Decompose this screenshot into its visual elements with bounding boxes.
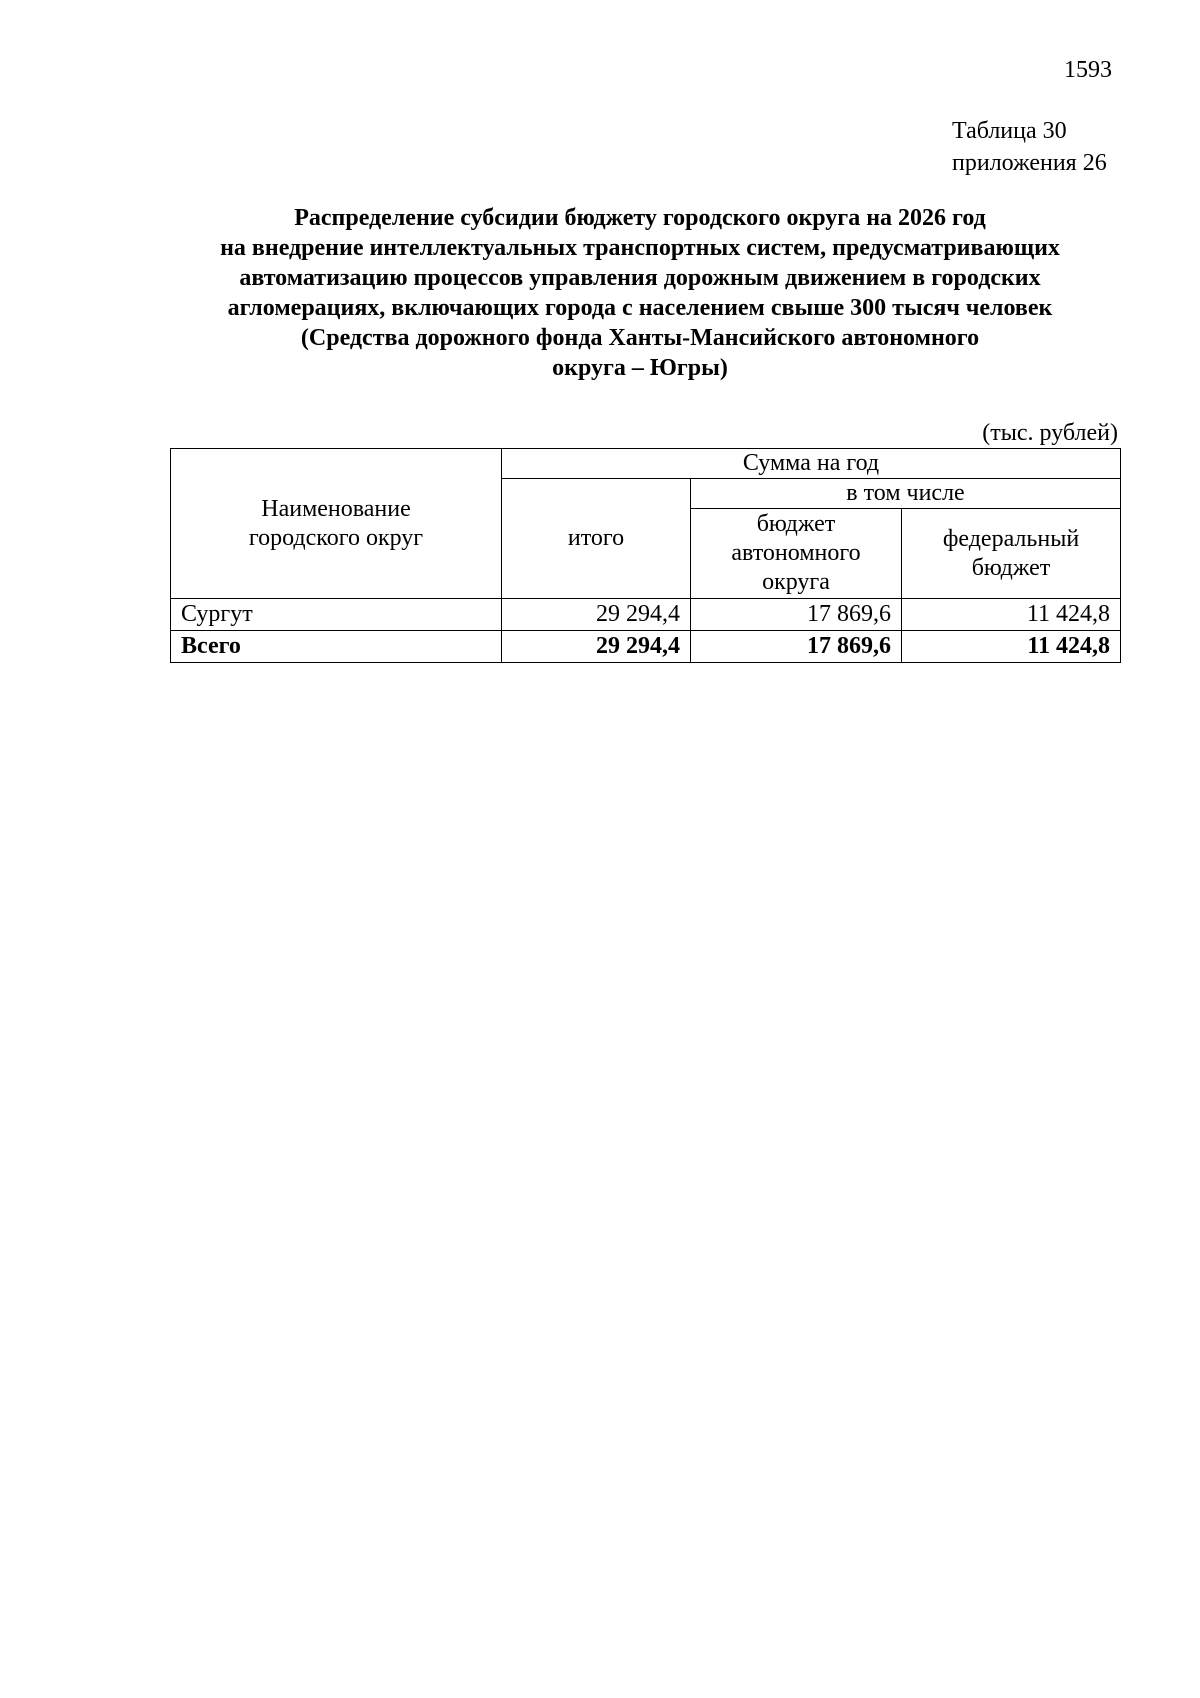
header-federal-line: федеральный <box>942 525 1080 552</box>
totals-regional: 17 869,6 <box>691 631 902 663</box>
header-sum-for-year: Сумма на год <box>502 449 1121 479</box>
totals-federal: 11 424,8 <box>902 631 1121 663</box>
table-reference-line: приложения 26 <box>952 150 1107 176</box>
table-row <box>171 599 1121 631</box>
title-line: автоматизацию процессов управления дорожным движением в городских <box>239 265 1041 291</box>
header-regional-line: бюджет <box>756 511 836 537</box>
subsidy-table <box>170 448 1121 663</box>
header-name-line: Наименование <box>261 495 411 522</box>
title-line: на внедрение интеллектуальных транспортных систем, предусматривающих <box>220 235 1060 261</box>
totals-total: 29 294,4 <box>502 631 691 663</box>
header-name <box>171 449 502 599</box>
header-federal-line: бюджет <box>971 554 1051 581</box>
page-number: 1593 <box>1064 57 1112 83</box>
totals-row <box>171 631 1121 663</box>
title-line: агломерациях, включающих города с населением свыше 300 тысяч человек <box>227 295 1053 321</box>
header-total: итого <box>502 479 691 599</box>
header-name-line: городского округ <box>248 524 424 551</box>
header-federal-budget <box>902 509 1121 599</box>
title-line: Распределение субсидии бюджету городского округа на 2026 год <box>294 205 986 231</box>
table-reference <box>952 115 1107 179</box>
title-line: округа – Югры) <box>552 355 728 381</box>
document-title <box>150 203 1130 383</box>
row-regional: 17 869,6 <box>691 599 902 631</box>
title-line: (Средства дорожного фонда Ханты-Мансийского автономного <box>300 325 980 351</box>
row-federal: 11 424,8 <box>902 599 1121 631</box>
row-total: 29 294,4 <box>502 599 691 631</box>
header-regional-line: округа <box>762 569 830 595</box>
header-regional-line: автономного <box>731 540 861 566</box>
totals-name: Всего <box>171 631 502 663</box>
header-including: в том числе <box>691 479 1121 509</box>
row-name: Сургут <box>171 599 502 631</box>
table-reference-line: Таблица 30 <box>952 118 1067 144</box>
header-regional-budget <box>691 509 902 599</box>
units-label: (тыс. рублей) <box>982 420 1118 446</box>
